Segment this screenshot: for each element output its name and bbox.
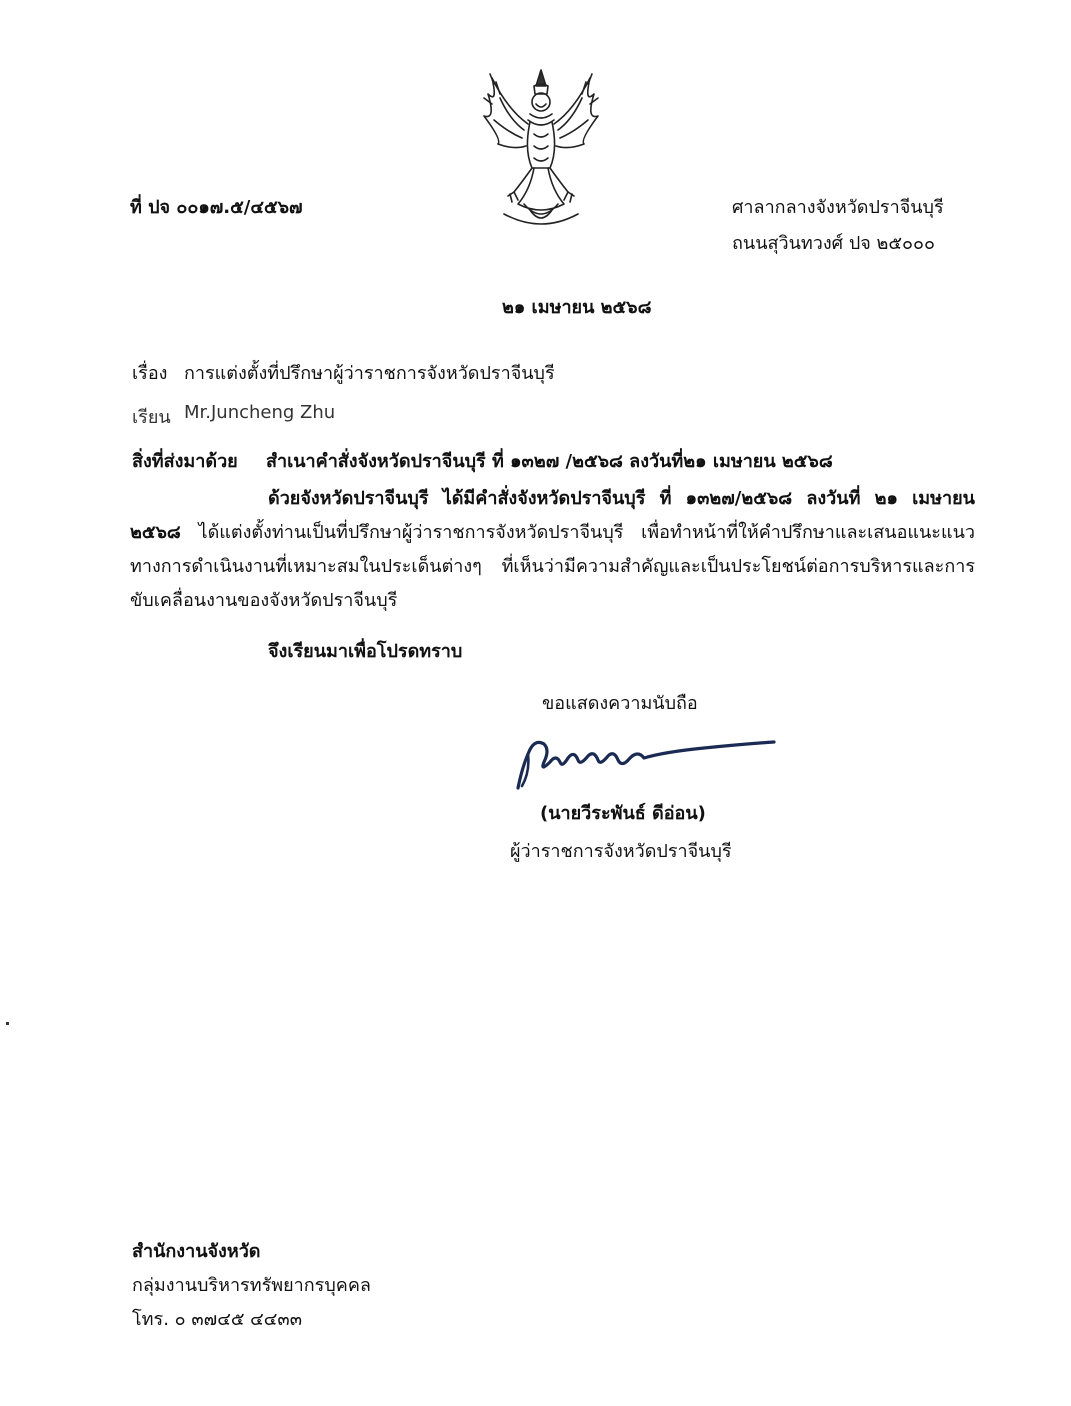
- signer-title: ผู้ว่าราชการจังหวัดปราจีนบุรี: [510, 841, 732, 862]
- body-lead-text: ด้วยจังหวัดปราจีนบุรี ได้มีคำสั่งจังหวัดปราจีนบุรี ที่ ๑๓๒๗/๒๕๖๘ ลงวันที่ ๒๑ เมษายน ๒๕๖๘: [130, 488, 975, 543]
- closing-line: จึงเรียนมาเพื่อโปรดทราบ: [268, 641, 463, 662]
- letter-date: ๒๑ เมษายน ๒๕๖๘: [502, 297, 652, 318]
- office-line-2: กลุ่มงานบริหารทรัพยากรบุคคล: [132, 1275, 371, 1296]
- subject-label: เรื่อง: [132, 363, 168, 384]
- address-line-1: ศาลากลางจังหวัดปราจีนบุรี: [732, 197, 944, 218]
- subject-text: การแต่งตั้งที่ปรึกษาผู้ว่าราชการจังหวัดปราจีนบุรี: [184, 363, 555, 384]
- reference-number: ที่ ปจ ๐๐๑๗.๕/๔๕๖๗: [130, 197, 303, 218]
- office-phone: โทร. ๐ ๓๗๔๕ ๔๔๓๓: [132, 1309, 303, 1330]
- enclosure-text: สำเนาคำสั่งจังหวัดปราจีนบุรี ที่ ๑๓๒๗ /๒๕๖๘ ลงวันที่๒๑ เมษายน ๒๕๖๘: [266, 451, 833, 472]
- handwritten-signature-icon: [504, 728, 784, 794]
- to-text: Mr.Juncheng Zhu: [184, 402, 336, 423]
- complimentary-close: ขอแสดงความนับถือ: [542, 693, 698, 714]
- enclosure-label: สิ่งที่ส่งมาด้วย: [132, 451, 238, 472]
- scan-speck: [6, 1022, 9, 1025]
- office-line-1: สำนักงานจังหวัด: [132, 1241, 261, 1262]
- body-rest-text: ได้แต่งตั้งท่านเป็นที่ปรึกษาผู้ว่าราชการจังหวัดปราจีนบุรี เพื่อทำหน้าที่ให้คำปรึกษาและเสนอแนะแนวทางการดำเนินงานที่เหมาะสมในประเด็นต่างๆ ที่เห็นว่ามีความสำคัญและเป็นประโยชน์ต่อการบริหารและการขับเคลื่อนงานของจังหวัดปราจีนบุรี: [130, 522, 975, 611]
- signer-name: (นายวีระพันธ์ ดีอ่อน): [540, 803, 706, 824]
- body-paragraph: [130, 482, 975, 618]
- to-label: เรียน: [132, 407, 171, 428]
- address-line-2: ถนนสุวินทวงศ์ ปจ ๒๕๐๐๐: [732, 233, 935, 254]
- garuda-emblem-icon: [474, 64, 608, 230]
